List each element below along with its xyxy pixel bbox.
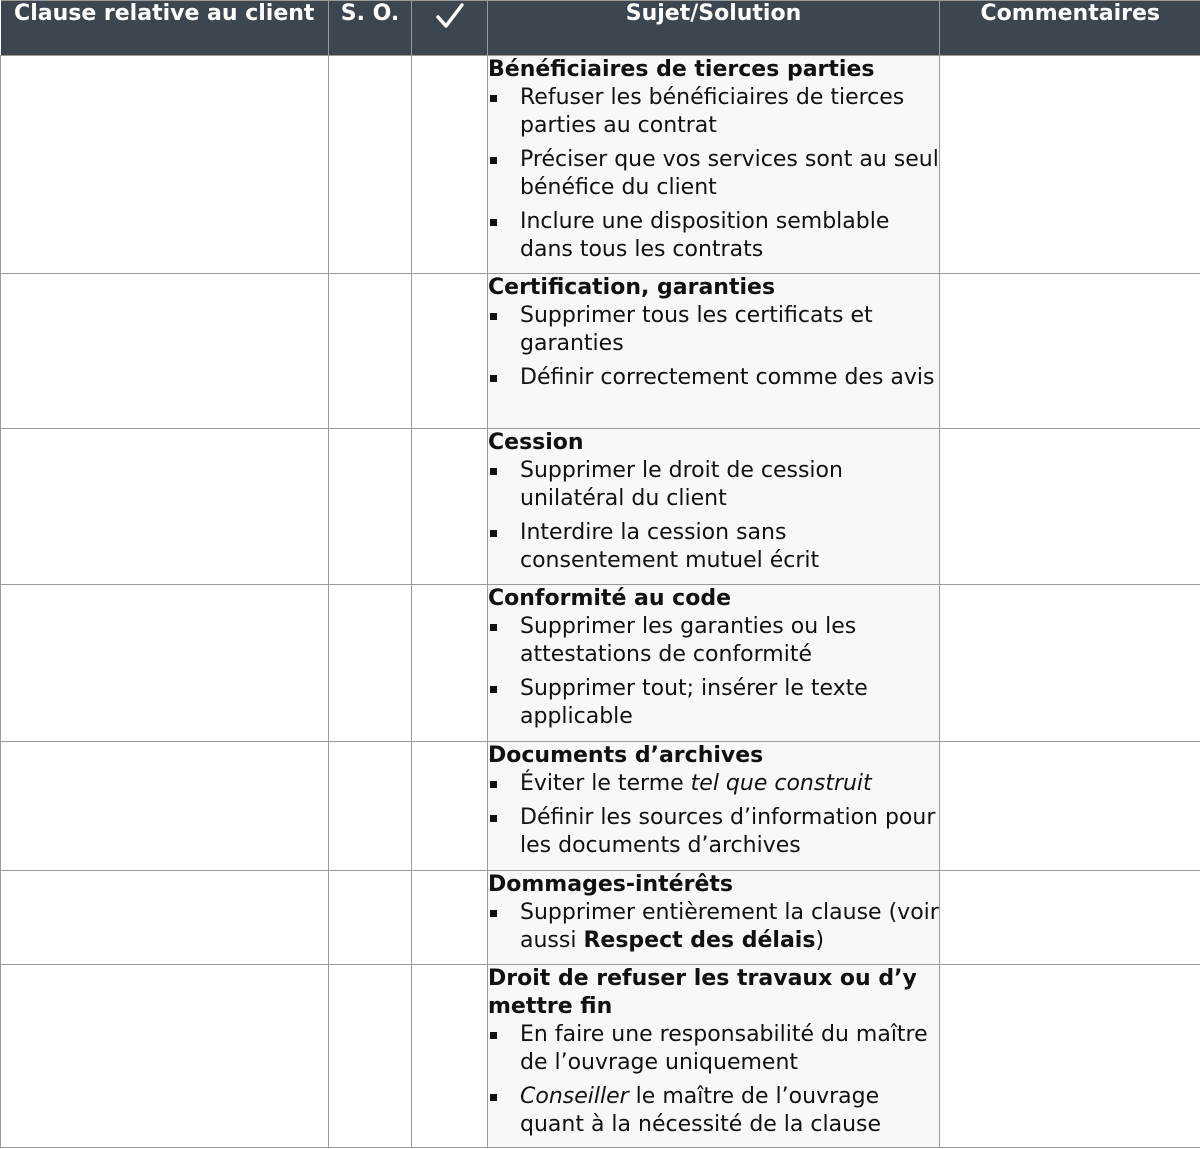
solution-item xyxy=(488,675,939,731)
table-row xyxy=(1,56,1200,274)
topic-title: Cession xyxy=(488,430,584,455)
bullet-marker xyxy=(490,219,497,226)
solution-item xyxy=(488,804,939,860)
bullet-marker xyxy=(490,910,497,917)
bullet-marker xyxy=(490,686,497,693)
subject-cell xyxy=(488,585,940,742)
solution-text: Supprimer le droit de cession unilatéral du client xyxy=(520,458,843,511)
na-cell[interactable] xyxy=(329,56,412,274)
table-row xyxy=(1,871,1200,965)
solution-text: Définir les sources d’information pour les documents d’archives xyxy=(520,805,936,858)
bullet-marker xyxy=(490,781,497,788)
solution-text: tel que construit xyxy=(690,771,872,796)
comments-cell[interactable] xyxy=(940,56,1200,274)
check-icon xyxy=(412,1,487,31)
clause-cell[interactable] xyxy=(1,871,329,965)
subject-cell xyxy=(488,871,940,965)
solution-item xyxy=(488,84,939,140)
header-clause: Clause relative au client xyxy=(1,1,329,56)
solution-text: Éviter le terme xyxy=(520,771,691,796)
solution-text: Refuser les bénéficiaires de tierces parties au contrat xyxy=(520,85,905,138)
bullet-marker xyxy=(490,468,497,475)
solution-list xyxy=(488,457,939,575)
solution-list xyxy=(488,613,939,731)
bullet-marker xyxy=(490,95,497,102)
solution-text: Préciser que vos services sont au seul bénéfice du client xyxy=(520,147,939,200)
solution-text: ) xyxy=(815,928,825,953)
bullet-marker xyxy=(490,1094,497,1101)
header-comments: Commentaires xyxy=(940,1,1200,56)
solution-item xyxy=(488,770,939,798)
solution-text: Supprimer tout; insérer le texte applicable xyxy=(520,676,868,729)
check-cell[interactable] xyxy=(412,56,488,274)
solution-item xyxy=(488,364,939,392)
table-row xyxy=(1,742,1200,871)
subject-cell xyxy=(488,742,940,871)
solution-list xyxy=(488,899,939,955)
table-row xyxy=(1,429,1200,585)
na-cell[interactable] xyxy=(329,742,412,871)
table-row xyxy=(1,965,1200,1148)
header-row xyxy=(1,1,1200,56)
solution-item xyxy=(488,457,939,513)
check-cell[interactable] xyxy=(412,965,488,1148)
header-check xyxy=(412,1,488,56)
solution-text: Définir correctement comme des avis xyxy=(520,365,935,390)
solution-list xyxy=(488,770,939,860)
table-row xyxy=(1,274,1200,429)
solution-item xyxy=(488,1021,939,1077)
header-na: S. O. xyxy=(329,1,412,56)
bullet-marker xyxy=(490,375,497,382)
clause-cell[interactable] xyxy=(1,965,329,1148)
na-cell[interactable] xyxy=(329,585,412,742)
solution-item xyxy=(488,208,939,264)
solution-list xyxy=(488,84,939,264)
topic-title: Bénéficiaires de tierces parties xyxy=(488,57,875,82)
topic-title: Conformité au code xyxy=(488,586,732,611)
na-cell[interactable] xyxy=(329,965,412,1148)
comments-cell[interactable] xyxy=(940,871,1200,965)
comments-cell[interactable] xyxy=(940,585,1200,742)
na-cell[interactable] xyxy=(329,871,412,965)
solution-text: Inclure une disposition semblable dans tous les contrats xyxy=(520,209,890,262)
topic-title: Droit de refuser les travaux ou d’y mettre fin xyxy=(488,966,917,1019)
check-cell[interactable] xyxy=(412,274,488,429)
solution-item xyxy=(488,899,939,955)
solution-text: Conseiller xyxy=(520,1084,629,1109)
solution-item xyxy=(488,146,939,202)
subject-cell xyxy=(488,965,940,1148)
subject-cell xyxy=(488,429,940,585)
solution-text: le maître de l’ouvrage quant à la nécessité de la clause xyxy=(520,1084,882,1137)
comments-cell[interactable] xyxy=(940,742,1200,871)
clause-cell[interactable] xyxy=(1,56,329,274)
comments-cell[interactable] xyxy=(940,429,1200,585)
check-cell[interactable] xyxy=(412,585,488,742)
topic-title: Certification, garanties xyxy=(488,275,776,300)
topic-title: Dommages-intérêts xyxy=(488,872,733,897)
bullet-marker xyxy=(490,157,497,164)
bullet-marker xyxy=(490,313,497,320)
solution-list xyxy=(488,1021,939,1139)
comments-cell[interactable] xyxy=(940,965,1200,1148)
solution-item xyxy=(488,519,939,575)
check-cell[interactable] xyxy=(412,871,488,965)
clause-cell[interactable] xyxy=(1,742,329,871)
solution-text: Respect des délais xyxy=(583,928,816,953)
clause-cell[interactable] xyxy=(1,429,329,585)
bullet-marker xyxy=(490,1032,497,1039)
solution-item xyxy=(488,302,939,358)
comments-cell[interactable] xyxy=(940,274,1200,429)
bullet-marker xyxy=(490,530,497,537)
header-subject: Sujet/Solution xyxy=(488,1,940,56)
check-cell[interactable] xyxy=(412,742,488,871)
topic-title: Documents d’archives xyxy=(488,743,764,768)
solution-list xyxy=(488,302,939,392)
bullet-marker xyxy=(490,624,497,631)
solution-text: Interdire la cession sans consentement mutuel écrit xyxy=(520,520,820,573)
subject-cell xyxy=(488,274,940,429)
na-cell[interactable] xyxy=(329,429,412,585)
solution-item xyxy=(488,1083,939,1139)
solution-item xyxy=(488,613,939,669)
solution-text: Supprimer les garanties ou les attestations de conformité xyxy=(520,614,857,667)
solution-text: Supprimer entièrement la clause (voir aussi xyxy=(520,900,939,953)
clause-cell[interactable] xyxy=(1,274,329,429)
na-cell[interactable] xyxy=(329,274,412,429)
table-row xyxy=(1,585,1200,742)
bullet-marker xyxy=(490,815,497,822)
solution-text: En faire une responsabilité du maître de l’ouvrage uniquement xyxy=(520,1022,928,1075)
check-cell[interactable] xyxy=(412,429,488,585)
subject-cell xyxy=(488,56,940,274)
clause-cell[interactable] xyxy=(1,585,329,742)
solution-text: Supprimer tous les certificats et garanties xyxy=(520,303,873,356)
